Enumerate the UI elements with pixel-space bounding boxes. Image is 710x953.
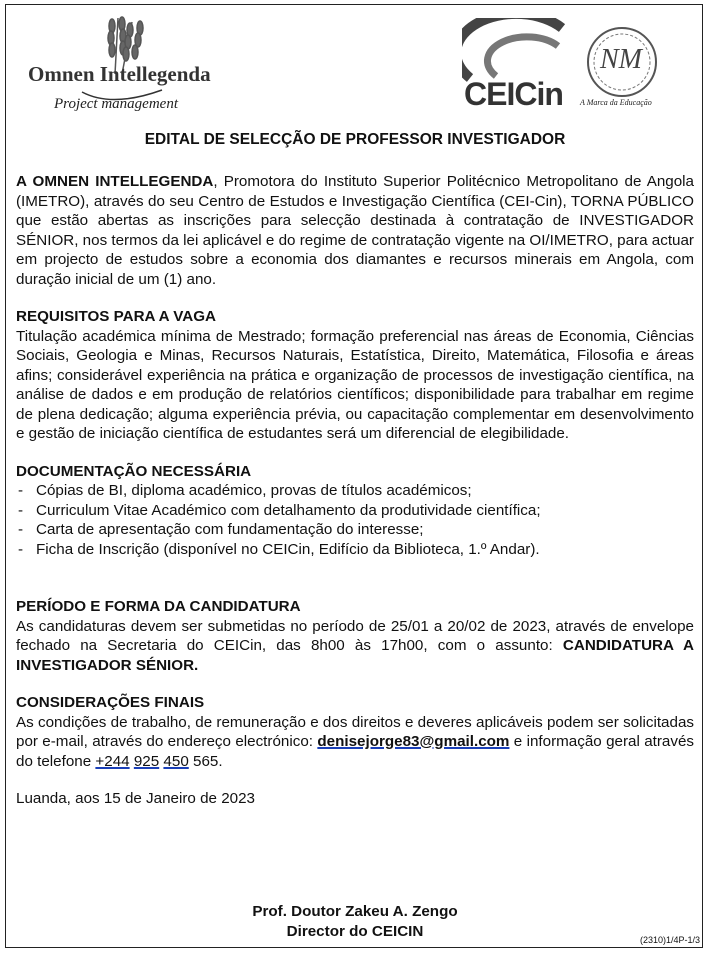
reference-code: (2310)1/4P-1/3 xyxy=(639,935,700,945)
signature-block xyxy=(0,902,710,942)
omnen-logo xyxy=(22,10,242,128)
final-text-middle: e informação geral através do telefone xyxy=(16,733,694,770)
ceicin-monogram: NM xyxy=(600,44,642,75)
list-item: - Cópias de BI, diploma académico, provas de títulos académicos; xyxy=(16,481,694,501)
document-body xyxy=(16,172,694,809)
signature-name: Prof. Doutor Zakeu A. Zengo xyxy=(252,903,458,920)
requirements-heading: REQUISITOS PARA A VAGA xyxy=(16,308,216,325)
list-item: - Carta de apresentação com fundamentação do interesse; xyxy=(16,520,694,540)
intro-lead: A OMNEN INTELLEGENDA xyxy=(16,173,214,190)
final-section xyxy=(16,693,694,771)
phone-link-part[interactable]: +244 xyxy=(95,752,130,770)
place-date: Luanda, aos 15 de Janeiro de 2023 xyxy=(16,790,255,807)
final-text-after: . xyxy=(218,752,223,770)
phone-link-part[interactable]: 925 xyxy=(133,752,160,770)
period-heading: PERÍODO E FORMA DA CANDIDATURA xyxy=(16,598,301,615)
phone-link-part[interactable]: 450 xyxy=(163,752,189,770)
list-item: - Ficha de Inscrição (disponível no CEICin, Edifício da Biblioteca, 1.º Andar). xyxy=(16,540,694,560)
documents-heading: DOCUMENTAÇÃO NECESSÁRIA xyxy=(16,462,252,480)
phone-last-part: 565 xyxy=(193,752,219,770)
final-text-before: As condições de trabalho, de remuneração e dos direitos e deveres aplicáveis podem ser solicitadas por e-mail, através do endereço electrónico: xyxy=(16,713,694,750)
ceicin-logo xyxy=(462,18,702,118)
documents-list xyxy=(16,481,694,559)
final-heading: CONSIDERAÇÕES FINAIS xyxy=(16,694,205,711)
period-text: As candidaturas devem ser submetidas no período de 25/01 a 20/02 de 2023, através de envelope fechado na Secretaria do CEICin, das 8h00 às 17h00, com o assunto: xyxy=(16,617,694,654)
omnen-tagline: Project management xyxy=(54,96,178,112)
ceicin-motto: A Marca da Educação xyxy=(580,98,652,107)
period-section xyxy=(16,597,694,675)
document-title: EDITAL DE SELECÇÃO DE PROFESSOR INVESTIGADOR xyxy=(144,131,566,148)
omnen-brand-name: Omnen Intellegenda xyxy=(28,62,211,86)
period-subject: CANDIDATURA A INVESTIGADOR SÉNIOR. xyxy=(16,637,694,674)
intro-text: , Promotora do Instituto Superior Politécnico Metropolitano de Angola (IMETRO), através do seu Centro de Estudos e Investigação Científica (CEI-Cin), TORNA PÚBLICO que estão abertas as inscrições para selecção destinada à contratação de INVESTIGADOR SÉNIOR, nos termos da lei aplicável e do regime de contratação vigente na OI/IMETRO, para actuar em projecto de estudos sobre a economia dos diamantes e recursos minerais em Angola, com duração inicial de um (1) ano. xyxy=(16,173,695,288)
intro-paragraph xyxy=(16,172,694,289)
list-item: - Curriculum Vitae Académico com detalhamento da produtividade científica; xyxy=(16,501,694,521)
requirements-section xyxy=(16,307,694,444)
documents-section xyxy=(16,462,694,560)
ceicin-brand-name: CEICin xyxy=(464,76,563,112)
requirements-text: Titulação académica mínima de Mestrado; formação preferencial nas áreas de Economia, Ciências Sociais, Geologia e Minas, Recursos Naturais, Estatística, Direito, Matemática, Filosofia e áreas afins; considerável experiência na prática e organização de processos de investigação científica, na análise de dados e em produção de relatórios científicos; disponibilidade para trabalhar em regime de plena dedicação; alguma experiência prévia, ou capacitação complementar em desenvolvimento e gestão de iniciação científica de estudantes será um diferencial de elegibilidade. xyxy=(16,327,694,442)
email-link[interactable]: denisejorge83@gmail.com xyxy=(317,733,510,750)
signature-role: Director do CEICIN xyxy=(286,923,424,940)
